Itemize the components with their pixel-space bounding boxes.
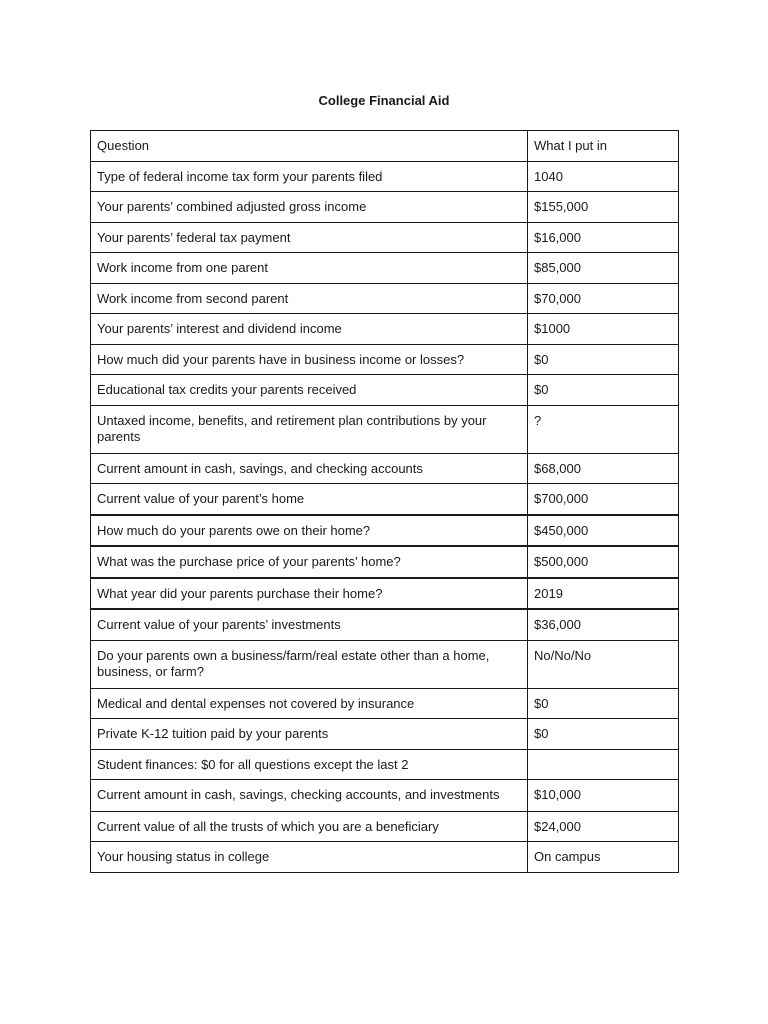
table-row — [91, 253, 679, 284]
answer-cell: ? — [528, 405, 679, 453]
question-cell: Type of federal income tax form your parents filed — [91, 161, 528, 192]
question-cell: How much do your parents owe on their home? — [91, 515, 528, 547]
question-cell: Your parents’ combined adjusted gross income — [91, 192, 528, 223]
question-cell: Private K-12 tuition paid by your parents — [91, 719, 528, 750]
answer-cell: $70,000 — [528, 283, 679, 314]
table-row — [91, 192, 679, 223]
answer-cell: $0 — [528, 375, 679, 406]
document-title: College Financial Aid — [318, 93, 450, 108]
table-row — [91, 749, 679, 780]
question-cell: Do your parents own a business/farm/real estate other than a home, business, or farm? — [91, 640, 528, 688]
table-row — [91, 719, 679, 750]
question-cell: Work income from second parent — [91, 283, 528, 314]
question-cell: Medical and dental expenses not covered by insurance — [91, 688, 528, 719]
answer-cell: $36,000 — [528, 609, 679, 640]
question-cell: Your parents’ federal tax payment — [91, 222, 528, 253]
question-cell: Work income from one parent — [91, 253, 528, 284]
table-row — [91, 640, 679, 688]
table-row — [91, 344, 679, 375]
table-row — [91, 405, 679, 453]
answer-cell: $155,000 — [528, 192, 679, 223]
question-cell: Untaxed income, benefits, and retirement plan contributions by your parents — [91, 405, 528, 453]
answer-cell: On campus — [528, 842, 679, 873]
financial-aid-table — [90, 130, 679, 873]
answer-cell: 1040 — [528, 161, 679, 192]
table-row — [91, 283, 679, 314]
answer-cell: 2019 — [528, 578, 679, 610]
answer-cell: $24,000 — [528, 811, 679, 842]
question-cell: Current amount in cash, savings, and checking accounts — [91, 453, 528, 484]
table-row — [91, 314, 679, 345]
question-cell: Current value of all the trusts of which you are a beneficiary — [91, 811, 528, 842]
table-header-row — [91, 131, 679, 162]
question-cell: Your parents’ interest and dividend income — [91, 314, 528, 345]
question-cell: Your housing status in college — [91, 842, 528, 873]
question-cell: Current value of your parent’s home — [91, 484, 528, 515]
answer-cell: $10,000 — [528, 780, 679, 812]
header-question: Question — [91, 131, 528, 162]
header-answer: What I put in — [528, 131, 679, 162]
answer-cell: $700,000 — [528, 484, 679, 515]
question-cell: Current amount in cash, savings, checking accounts, and investments — [91, 780, 528, 812]
table-row — [91, 811, 679, 842]
answer-cell: $16,000 — [528, 222, 679, 253]
answer-cell: $1000 — [528, 314, 679, 345]
answer-cell: $450,000 — [528, 515, 679, 547]
table-row — [91, 609, 679, 640]
table-row — [91, 546, 679, 578]
answer-cell — [528, 749, 679, 780]
answer-cell: $68,000 — [528, 453, 679, 484]
table-row — [91, 222, 679, 253]
question-cell: Current value of your parents’ investments — [91, 609, 528, 640]
question-cell: What was the purchase price of your parents’ home? — [91, 546, 528, 578]
table-row — [91, 578, 679, 610]
table-row — [91, 453, 679, 484]
question-cell: How much did your parents have in business income or losses? — [91, 344, 528, 375]
answer-cell: $0 — [528, 688, 679, 719]
table-row — [91, 842, 679, 873]
table-row — [91, 780, 679, 812]
table-row — [91, 484, 679, 515]
question-cell: Student finances: $0 for all questions except the last 2 — [91, 749, 528, 780]
table-row — [91, 161, 679, 192]
answer-cell: No/No/No — [528, 640, 679, 688]
table-row — [91, 515, 679, 547]
answer-cell: $0 — [528, 719, 679, 750]
answer-cell: $0 — [528, 344, 679, 375]
table-row — [91, 688, 679, 719]
table-row — [91, 375, 679, 406]
answer-cell: $85,000 — [528, 253, 679, 284]
question-cell: Educational tax credits your parents received — [91, 375, 528, 406]
answer-cell: $500,000 — [528, 546, 679, 578]
question-cell: What year did your parents purchase their home? — [91, 578, 528, 610]
